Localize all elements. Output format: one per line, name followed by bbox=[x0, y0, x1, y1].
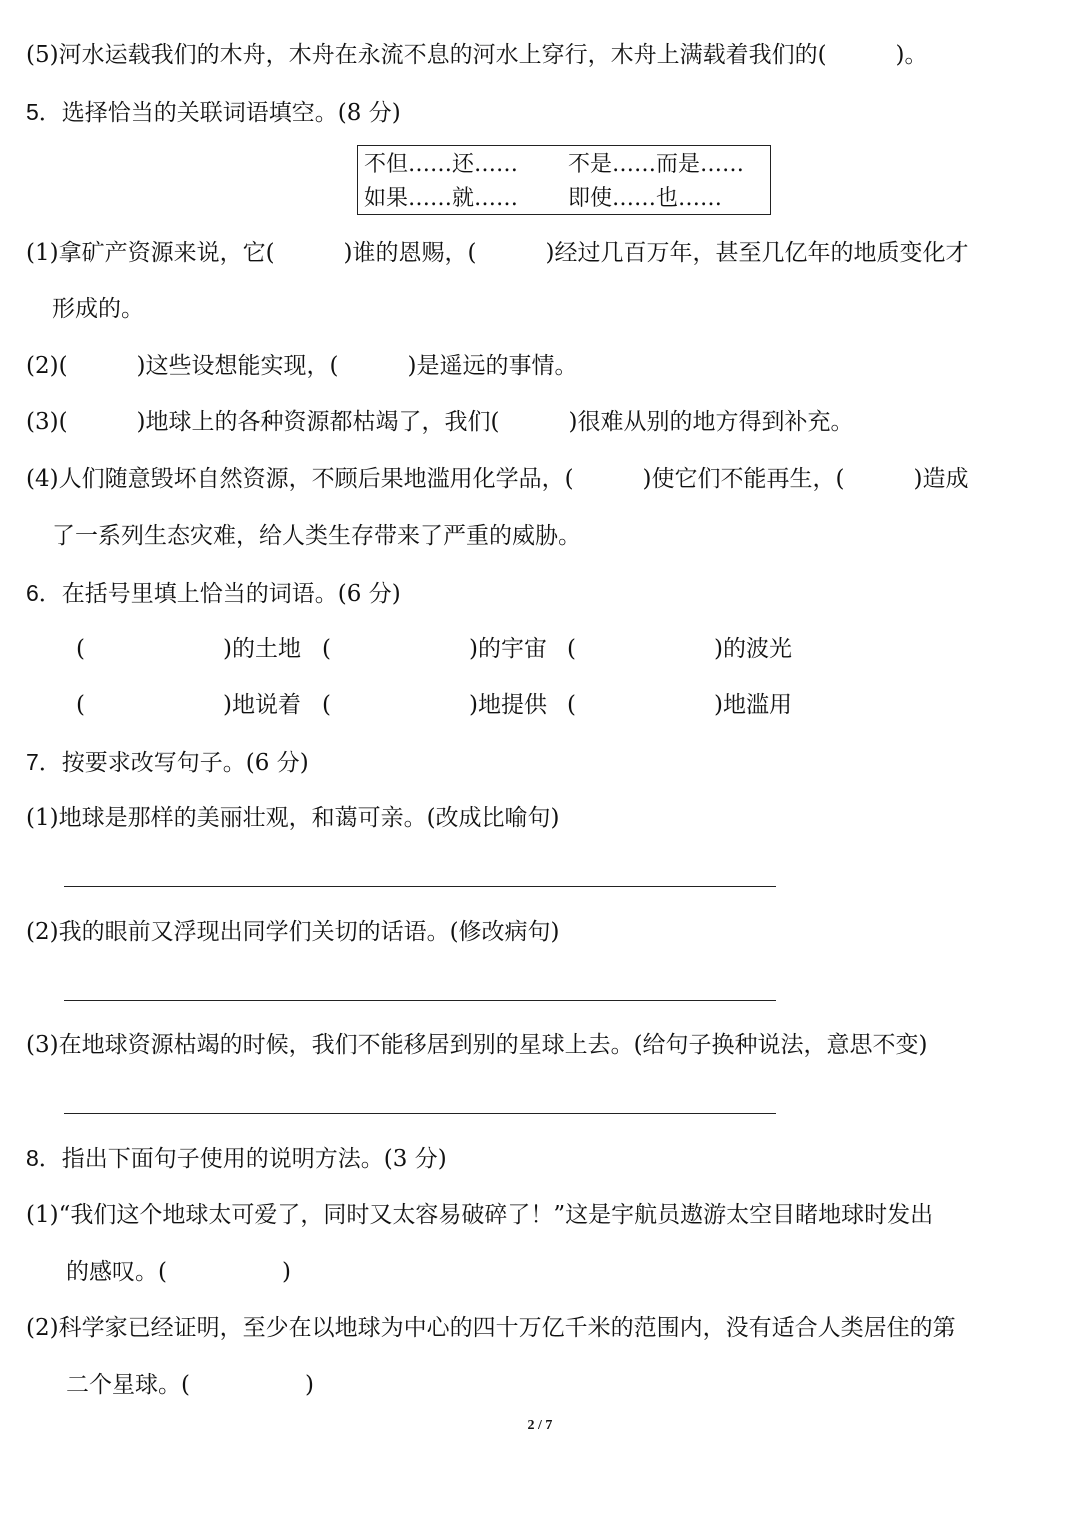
question-4-item-5: (5)河水运载我们的木舟，木舟在永流不息的河水上穿行，木舟上满载着我们的( )。 bbox=[26, 42, 928, 68]
question-5-item-1-line-1: (1)拿矿产资源来说，它( )谁的恩赐，( )经过几百万年，甚至几亿年的地质变化才 bbox=[26, 240, 969, 266]
option-budan-hai: 不但……还…… bbox=[364, 152, 519, 177]
question-7-item-2: (2)我的眼前又浮现出同学们关切的话语。(修改病句) bbox=[26, 919, 560, 945]
question-7-title: ．按要求改写句子。(6 分) bbox=[38, 750, 309, 776]
question-5-title: ．选择恰当的关联词语填空。(8 分) bbox=[38, 100, 401, 126]
question-8-title: ．指出下面句子使用的说明方法。(3 分) bbox=[38, 1146, 447, 1172]
fill-blank-yuzhou: ( )的宇宙 bbox=[322, 636, 547, 662]
answer-line-7-1[interactable] bbox=[64, 886, 776, 887]
question-8-number: 8 bbox=[26, 1145, 39, 1171]
page-number: 2 / 7 bbox=[527, 1418, 553, 1433]
fill-blank-tudi: ( )的土地 bbox=[76, 636, 301, 662]
question-5-number: 5 bbox=[26, 99, 39, 125]
question-6-number: 6 bbox=[26, 580, 39, 606]
fill-blank-lanyong: ( )地滥用 bbox=[567, 692, 792, 718]
question-8-item-1-line-1: (1)“我们这个地球太可爱了，同时又太容易破碎了！”这是宇航员遨游太空目睹地球时发出 bbox=[26, 1202, 934, 1228]
question-5-item-4-line-2: 了一系列生态灾难，给人类生存带来了严重的威胁。 bbox=[52, 523, 581, 549]
option-bushi-ershi: 不是……而是…… bbox=[568, 152, 745, 177]
answer-line-7-2[interactable] bbox=[64, 1000, 776, 1001]
question-7-number: 7 bbox=[26, 749, 39, 775]
question-6-title: ．在括号里填上恰当的词语。(6 分) bbox=[38, 581, 401, 607]
question-8-heading bbox=[26, 1143, 1060, 1174]
question-5-item-2: (2)( )这些设想能实现，( )是遥远的事情。 bbox=[26, 353, 578, 379]
option-ruguo-jiu: 如果……就…… bbox=[364, 186, 519, 211]
answer-line-7-3[interactable] bbox=[64, 1113, 776, 1114]
conjunction-options-box bbox=[357, 145, 771, 215]
question-7-heading bbox=[26, 747, 1060, 778]
question-7-item-3: (3)在地球资源枯竭的时候，我们不能移居到别的星球上去。(给句子换种说法，意思不变) bbox=[26, 1032, 928, 1058]
question-8-item-2-line-1: (2)科学家已经证明，至少在以地球为中心的四十万亿千米的范围内，没有适合人类居住的第 bbox=[26, 1315, 956, 1341]
question-5-heading bbox=[26, 97, 1060, 128]
question-5-item-3: (3)( )地球上的各种资源都枯竭了，我们( )很难从别的地方得到补充。 bbox=[26, 409, 854, 435]
fill-blank-boguang: ( )的波光 bbox=[567, 636, 792, 662]
fill-blank-shuozhe: ( )地说着 bbox=[76, 692, 301, 718]
fill-blank-tigong: ( )地提供 bbox=[322, 692, 547, 718]
question-8-item-2-line-2: 二个星球。( ) bbox=[66, 1372, 314, 1398]
question-6-heading bbox=[26, 578, 1060, 609]
question-8-item-1-line-2: 的感叹。( ) bbox=[66, 1259, 291, 1285]
question-5-item-4-line-1: (4)人们随意毁坏自然资源，不顾后果地滥用化学品，( )使它们不能再生，( )造成 bbox=[26, 466, 969, 492]
question-7-item-1: (1)地球是那样的美丽壮观，和蔼可亲。(改成比喻句) bbox=[26, 805, 560, 831]
option-jishi-ye: 即使……也…… bbox=[568, 186, 723, 211]
question-5-item-1-line-2: 形成的。 bbox=[52, 296, 144, 322]
